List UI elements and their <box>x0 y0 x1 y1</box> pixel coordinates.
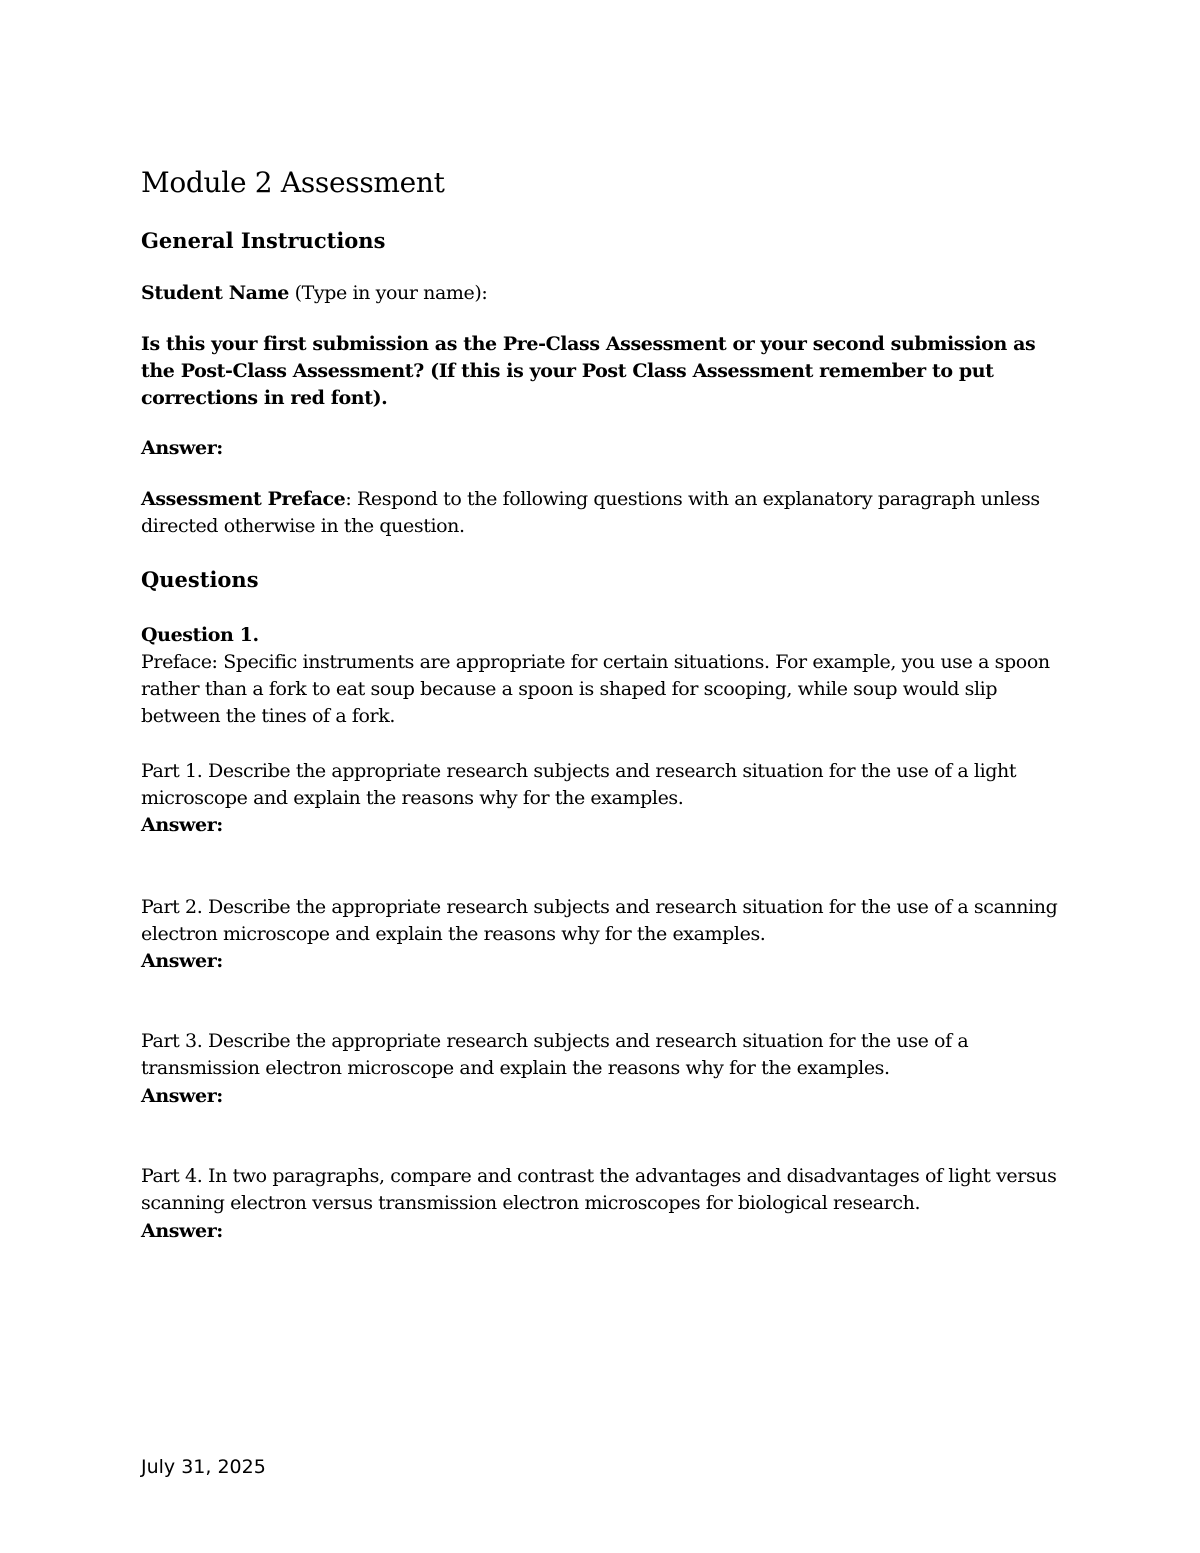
question-1-part-4: Part 4. In two paragraphs, compare and contrast the advantages and disadvantages of light versus scanning electron versus transmission electron microscopes for biological research. <box>141 1165 1057 1214</box>
question-1-label: Question 1. <box>141 624 259 646</box>
assessment-preface <box>141 486 1071 540</box>
question-1-part-2-answer-label: Answer: <box>141 950 223 972</box>
question-1-part-3-answer-label: Answer: <box>141 1085 223 1107</box>
question-1-part-1-answer-label: Answer: <box>141 814 223 836</box>
assessment-preface-text: : Respond to the following questions with an explanatory paragraph unless directed otherwise in the question. <box>141 488 1040 537</box>
question-1-part-2: Part 2. Describe the appropriate research subjects and research situation for the use of a scanning electron microscope and explain the reasons why for the examples. <box>141 896 1058 945</box>
assessment-preface-label: Assessment Preface <box>141 488 346 510</box>
document-title: Module 2 Assessment <box>141 166 445 199</box>
questions-heading: Questions <box>141 567 259 592</box>
submission-answer-label: Answer: <box>141 437 223 459</box>
footer-date: July 31, 2025 <box>141 1456 266 1478</box>
student-name-label: Student Name <box>141 282 289 304</box>
student-name-hint: (Type in your name): <box>288 282 488 304</box>
general-instructions-heading: General Instructions <box>141 228 386 253</box>
question-1-part-1: Part 1. Describe the appropriate research subjects and research situation for the use of a light microscope and explain the reasons why for the examples. <box>141 760 1017 809</box>
submission-question: Is this your first submission as the Pre-Class Assessment or your second submission as the Post-Class Assessment? (If this is your Post Class Assessment remember to put corrections in red font). <box>141 333 1036 409</box>
question-1-part-4-answer-label: Answer: <box>141 1220 223 1242</box>
question-1-part-3: Part 3. Describe the appropriate research subjects and research situation for the use of a transmission electron microscope and explain the reasons why for the examples. <box>141 1030 969 1079</box>
student-name-line <box>141 280 1071 307</box>
question-1-preface: Preface: Specific instruments are appropriate for certain situations. For example, you use a spoon rather than a fork to eat soup because a spoon is shaped for scooping, while soup would slip between the tines of a fork. <box>141 651 1050 727</box>
